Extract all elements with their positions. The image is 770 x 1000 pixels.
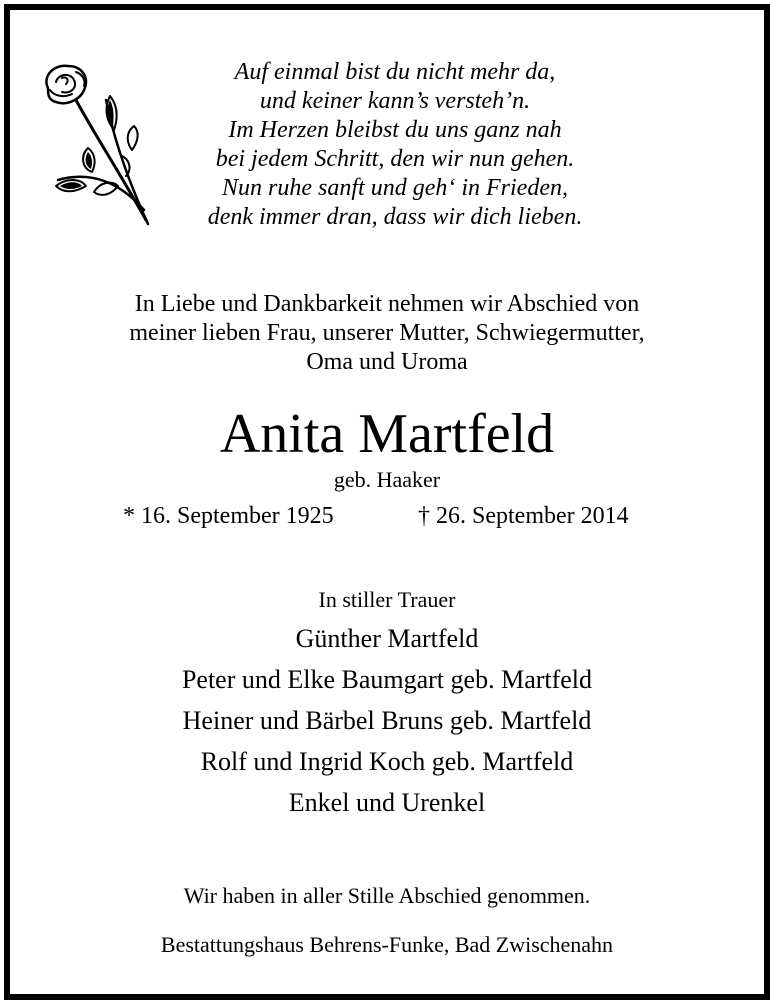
- poem-line: Nun ruhe sanft und geh‘ in Frieden,: [222, 175, 568, 201]
- poem-line: Im Herzen bleibst du uns ganz nah: [228, 117, 562, 143]
- mourner-name: Peter und Elke Baumgart geb. Martfeld: [181, 665, 593, 694]
- intro-line: meiner lieben Frau, unserer Mutter, Schwiegermutter,: [129, 320, 645, 346]
- poem: [170, 58, 620, 232]
- mourner-list: [10, 618, 764, 823]
- mourning-heading: In stiller Trauer: [318, 587, 456, 612]
- mourner-name: Heiner und Bärbel Bruns geb. Martfeld: [182, 706, 592, 735]
- death-date: † 26. September 2014: [418, 503, 629, 529]
- obituary-notice: [4, 4, 770, 1000]
- poem-line: denk immer dran, dass wir dich lieben.: [207, 204, 583, 230]
- deceased-name: Anita Martfeld: [219, 403, 555, 465]
- birth-name: geb. Haaker: [333, 467, 441, 492]
- intro-text: [10, 290, 764, 377]
- birth-date: * 16. September 1925: [123, 503, 334, 529]
- poem-line: bei jedem Schritt, den wir nun gehen.: [215, 146, 575, 172]
- farewell-note: Wir haben in aller Stille Abschied genommen.: [183, 883, 591, 908]
- mourner-name: Rolf und Ingrid Koch geb. Martfeld: [200, 747, 574, 776]
- poem-line: Auf einmal bist du nicht mehr da,: [234, 59, 556, 85]
- mourner-name: Günther Martfeld: [295, 624, 479, 653]
- rose-icon: [36, 60, 158, 228]
- intro-line: In Liebe und Dankbarkeit nehmen wir Abschied von: [134, 291, 640, 317]
- undertaker-name: Bestattungshaus Behrens-Funke, Bad Zwischenahn: [160, 932, 614, 957]
- poem-line: und keiner kann’s versteh’n.: [259, 88, 531, 114]
- intro-line: Oma und Uroma: [306, 349, 468, 375]
- mourner-name: Enkel und Urenkel: [288, 788, 486, 817]
